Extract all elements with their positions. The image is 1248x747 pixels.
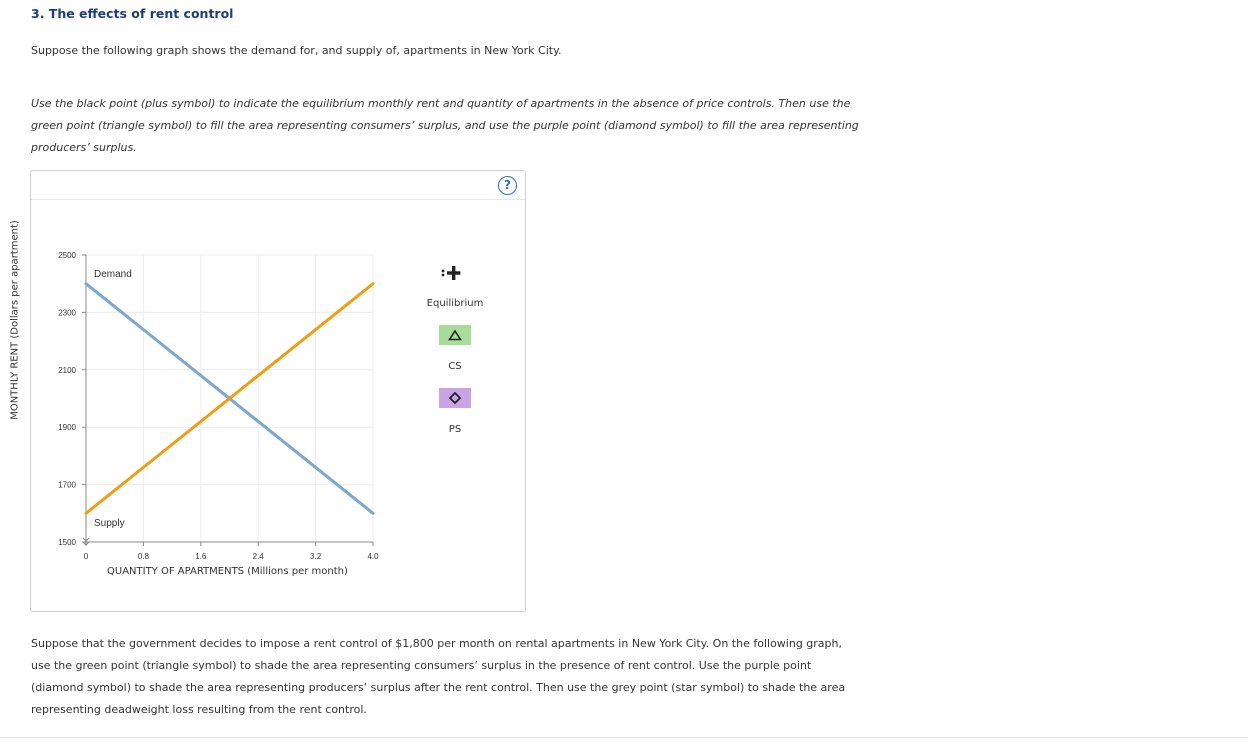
x-tick-label: 0.8	[137, 552, 149, 561]
bottom-divider	[0, 737, 1248, 738]
y-tick-label: 1500	[58, 538, 76, 547]
y-axis-label: MONTHLY RENT (Dollars per apartment)	[9, 220, 21, 420]
y-tick-label: 1900	[58, 423, 76, 433]
instructions-line: producers’ surplus.	[31, 141, 137, 154]
rent-control-line: representing deadweight loss resulting from the rent control.	[31, 703, 367, 716]
x-tick-label: 1.6	[195, 552, 207, 561]
y-tick-labels	[58, 251, 76, 547]
cs-triangle-tool[interactable]	[439, 325, 471, 345]
triangle-icon	[448, 329, 462, 341]
supply-curve-label: Supply	[94, 518, 125, 529]
x-tick-labels	[84, 552, 379, 561]
instructions-line: green point (triangle symbol) to fill the area representing consumers’ surplus, and use the purple point (diamond symbol) to fill the area representing	[31, 119, 859, 132]
x-tick-label: 4.0	[367, 552, 379, 561]
y-tick-label: 1700	[58, 480, 76, 490]
rent-control-line: use the green point (triangle symbol) to shade the area representing consumers’ surplus in the presence of rent control. Use the purple point	[31, 659, 812, 672]
x-axis-label: QUANTITY OF APARTMENTS (Millions per month)	[107, 566, 348, 577]
equilibrium-tool[interactable]	[440, 262, 470, 284]
rent-control-line: (diamond symbol) to shade the area representing producers’ surplus after the rent control. Then use the grey point (star symbol) to shade the area	[31, 681, 846, 694]
plus-point-icon	[440, 262, 470, 284]
intro-text: Suppose the following graph shows the demand for, and supply of, apartments in New York City.	[31, 44, 562, 57]
y-tick-label: 2100	[58, 365, 76, 375]
rent-control-line: Suppose that the government decides to impose a rent control of $1,800 per month on rental apartments in New York City. On the following graph,	[31, 637, 842, 650]
demand-curve-label: Demand	[94, 269, 132, 280]
y-tick-label: 2500	[58, 251, 76, 260]
ps-diamond-tool[interactable]	[439, 388, 471, 408]
x-tick-label: 0	[83, 552, 89, 561]
equilibrium-tool-label: Equilibrium	[426, 298, 484, 309]
cs-tool-label: CS	[448, 361, 462, 372]
x-tick-label: 3.2	[310, 552, 322, 561]
curves	[86, 284, 373, 514]
instructions-line: Use the black point (plus symbol) to indicate the equilibrium monthly rent and quantity of apartments in the absence of price controls. Then use the	[31, 97, 851, 110]
diamond-icon	[448, 391, 462, 405]
x-tick-label: 2.4	[252, 552, 264, 561]
rent-control-text	[31, 633, 851, 721]
question-heading: 3. The effects of rent control	[31, 6, 234, 21]
help-icon[interactable]: ?	[498, 176, 517, 195]
y-tick-label: 2300	[58, 308, 76, 318]
ps-tool-label: PS	[448, 424, 462, 435]
